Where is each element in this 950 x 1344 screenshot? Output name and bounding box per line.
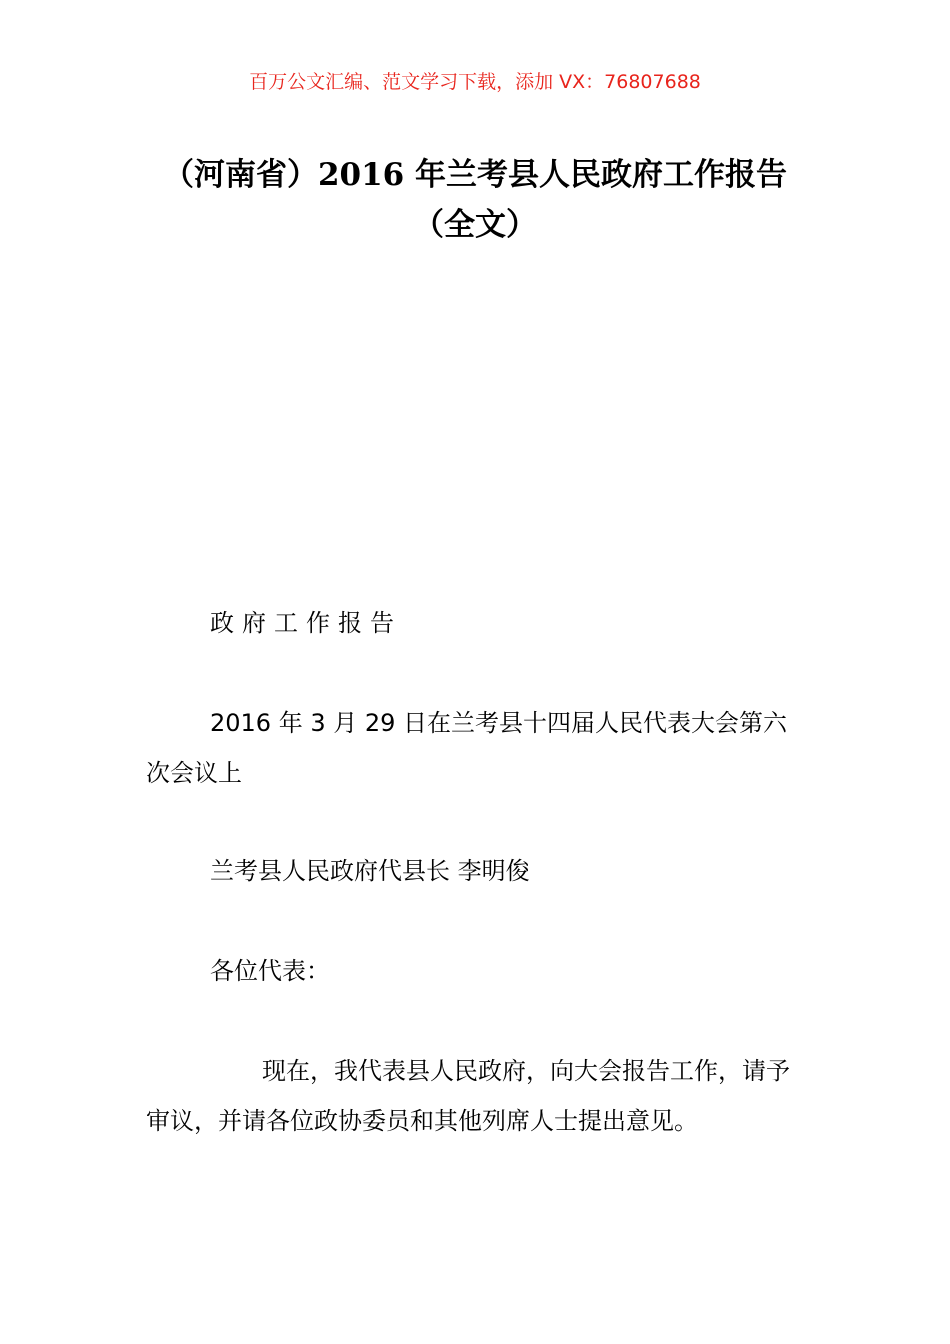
session-line: 2016 年 3 月 29 日在兰考县十四届人民代表大会第六次会议上 [146, 709, 788, 787]
salutation: 各位代表： [210, 957, 330, 985]
promo-header-note: 百万公文汇编、范文学习下载，添加 VX：76807688 [249, 71, 701, 93]
report-heading: 政府工作报告 [210, 609, 402, 637]
speaker-line: 兰考县人民政府代县长 李明俊 [210, 857, 530, 885]
document-title: （河南省）2016 年兰考县人民政府工作报告（全文） [162, 157, 788, 243]
opening-paragraph: 现在，我代表县人民政府，向大会报告工作，请予审议，并请各位政协委员和其他列席人士提出意见。 [146, 1057, 790, 1135]
